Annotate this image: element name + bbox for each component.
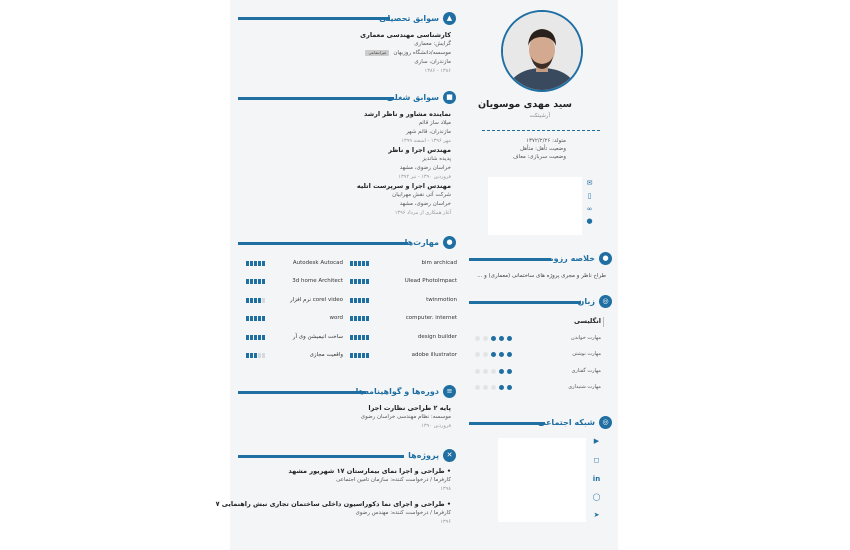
skill-name: 3d home Architect (292, 278, 343, 284)
language-line (469, 301, 581, 304)
social-box (498, 438, 586, 522)
profile-born: متولد: ۱۳۷۲/۲/۲۶ (525, 138, 566, 144)
email-icon[interactable]: ✉ (586, 179, 593, 187)
profile-military: وضعیت سربازی: معاف (512, 154, 566, 160)
profile-title: آرشیتکت (529, 113, 550, 119)
language-level-dot (491, 352, 496, 357)
skill-name: computer. internet (405, 315, 457, 321)
education-block (360, 31, 451, 76)
skill-name: design builder (417, 334, 457, 340)
course-block (361, 404, 451, 431)
education-field: گرایش: معماری (414, 41, 451, 47)
skill-level-bar (246, 279, 266, 284)
language-level-dot (507, 336, 512, 341)
education-location: مازندران، ساری (414, 59, 451, 65)
language-level-dot (475, 369, 480, 374)
profile-divider (482, 130, 600, 131)
language-level-dot (507, 352, 512, 357)
location-icon[interactable]: ● (586, 217, 593, 225)
language-level-dot (499, 385, 504, 390)
lightbulb-icon: ● (443, 236, 456, 249)
globe-icon: ◎ (599, 295, 612, 308)
project-item: • طراحی و اجرا نمای بیمارستان ۱۷ شهریور مشهد کارفرما / درخواست کننده: سازمان تامین اجتماعی ۱۳۹۸ (288, 467, 451, 492)
work-line (238, 97, 394, 100)
skill-name: adobe illustrator (411, 352, 457, 358)
language-name: انگلیسی (574, 317, 601, 325)
education-degree: کارشناسی مهندسی معماری (360, 31, 451, 39)
language-level-dot (499, 369, 504, 374)
summary-heading: ● خلاصه رزومه (550, 252, 612, 266)
briefcase-icon: ■ (443, 91, 456, 104)
youtube-icon[interactable]: ▶ (593, 437, 600, 445)
language-level-dot (475, 352, 480, 357)
language-level-dot (483, 369, 488, 374)
skill-name: twinmotion (426, 297, 457, 303)
profile-marital: وضعیت تأهل: متأهل (519, 146, 566, 152)
course-org: موسسه: نظام مهندسی خراسان رضوی (360, 414, 451, 420)
skill-level-bar (246, 316, 266, 321)
skill-name: word (329, 315, 343, 321)
job-item: مهندس اجرا و ناظر پدیده شاندیز خراسان رضوی، مشهد فروردین ۱۳۹۰ - تیر ۱۳۹۲ (388, 146, 451, 180)
language-skill-label: مهارت نوشتن (572, 351, 601, 357)
language-skill-label: مهارت شنیداری (568, 384, 601, 390)
language-skill-label: مهارت خواندن (571, 335, 601, 341)
summary-line (469, 258, 551, 261)
language-name-bar (603, 317, 604, 327)
language-level-dot (483, 352, 488, 357)
skills-line (238, 242, 408, 245)
language-level-dot (491, 336, 496, 341)
user-icon: ● (599, 252, 612, 265)
language-level-dot (491, 385, 496, 390)
skill-level-bar (246, 261, 266, 266)
skill-level-bar (350, 353, 370, 358)
job-item: نماینده مشاور و ناظر ارشد میلاد ساز قائم مازندران، قائم شهر مهر ۱۳۹۶ - اسفند ۱۳۹۹ (363, 110, 451, 144)
project-item: • طراحی و اجرای نما دکوراسیون داخلی ساختمان تجاری نبش راهنمایی ۷ کارفرما / درخواست کننده: مهندس رضوی ۱۳۹۶ (215, 500, 451, 525)
tools-icon: ✕ (443, 449, 456, 462)
language-skill-label: مهارت گفتاری (571, 368, 601, 374)
skill-name: واقعیت مجازی (309, 352, 343, 358)
profile-name: سید مهدی موسویان (477, 99, 572, 110)
education-tag: غیرانتفاعی (365, 50, 389, 56)
projects-line (238, 455, 404, 458)
work-heading: ■ سوابق شغلی (390, 91, 456, 105)
job-item: مهندس اجرا و سرپرست اتلیه شرکت آتی نقش مهرابیان خراسان رضوی، مشهد آغاز همکاری از مرداد ۱۳۹۶ (356, 182, 451, 216)
resume-page (215, 0, 618, 550)
instagram-icon[interactable]: ◻ (593, 456, 600, 464)
linkedin-icon[interactable]: in (592, 475, 601, 483)
social-line (469, 422, 545, 425)
courses-line (238, 391, 366, 394)
language-level-dot (483, 336, 488, 341)
course-date: فروردین ۱۳۹۰ (421, 423, 451, 429)
whatsapp-icon[interactable]: ◯ (592, 493, 601, 501)
globe-network-icon: ◎ (599, 416, 612, 429)
language-level-dot (507, 385, 512, 390)
language-level-dot (483, 385, 488, 390)
projects-block (216, 467, 451, 527)
contact-box (488, 177, 582, 235)
skill-level-bar (350, 261, 370, 266)
projects-heading: ✕ پروژه‌ها (402, 449, 456, 463)
language-level-dot (491, 369, 496, 374)
list-icon: ≡ (443, 385, 456, 398)
profile-photo (501, 10, 583, 92)
skill-level-bar (350, 298, 370, 303)
skills-heading: ● مهارت‌ها (408, 236, 456, 250)
language-level-dot (475, 385, 480, 390)
phone-icon[interactable]: ▯ (587, 192, 592, 200)
social-heading: ◎ شبکه اجتماعی (540, 416, 612, 430)
language-level-dot (499, 352, 504, 357)
skill-name: corel video نرم افزار (289, 297, 343, 303)
language-heading: ◎ زبان (575, 295, 612, 309)
skill-name: ساخت انیمیشن وی آر (292, 334, 343, 340)
language-level-dot (475, 336, 480, 341)
link-icon[interactable]: ∞ (586, 205, 593, 213)
skill-name: Autodesk Autocad (292, 260, 343, 266)
summary-text: طراح ناظر و مجری پروژه های ساختمانی (معماری) و ... (477, 273, 606, 279)
education-school: موسسه/دانشگاه روزبهانغیرانتفاعی (360, 49, 451, 58)
skill-name: Ulead PhotoImpact (404, 278, 457, 284)
telegram-icon[interactable]: ➤ (593, 511, 600, 519)
skill-level-bar (350, 279, 370, 284)
skill-level-bar (246, 353, 266, 358)
course-title: پایه ۲ طراحی نظارت اجرا (368, 404, 451, 412)
skill-level-bar (246, 298, 266, 303)
education-line (238, 17, 390, 20)
education-dates: ۱۳۸۶ - ۱۳۸۶ (424, 68, 451, 74)
graduation-cap-icon: ▲ (443, 12, 456, 25)
education-heading: ▲ سوابق تحصیلی (385, 12, 456, 26)
language-level-dot (499, 336, 504, 341)
skill-level-bar (350, 335, 370, 340)
work-block (357, 110, 451, 218)
courses-heading: ≡ دوره‌ها و گواهینامه‌ها (366, 385, 456, 399)
language-level-dot (507, 369, 512, 374)
skill-level-bar (350, 316, 370, 321)
skill-level-bar (246, 335, 266, 340)
skill-name: bim archicad (421, 260, 457, 266)
